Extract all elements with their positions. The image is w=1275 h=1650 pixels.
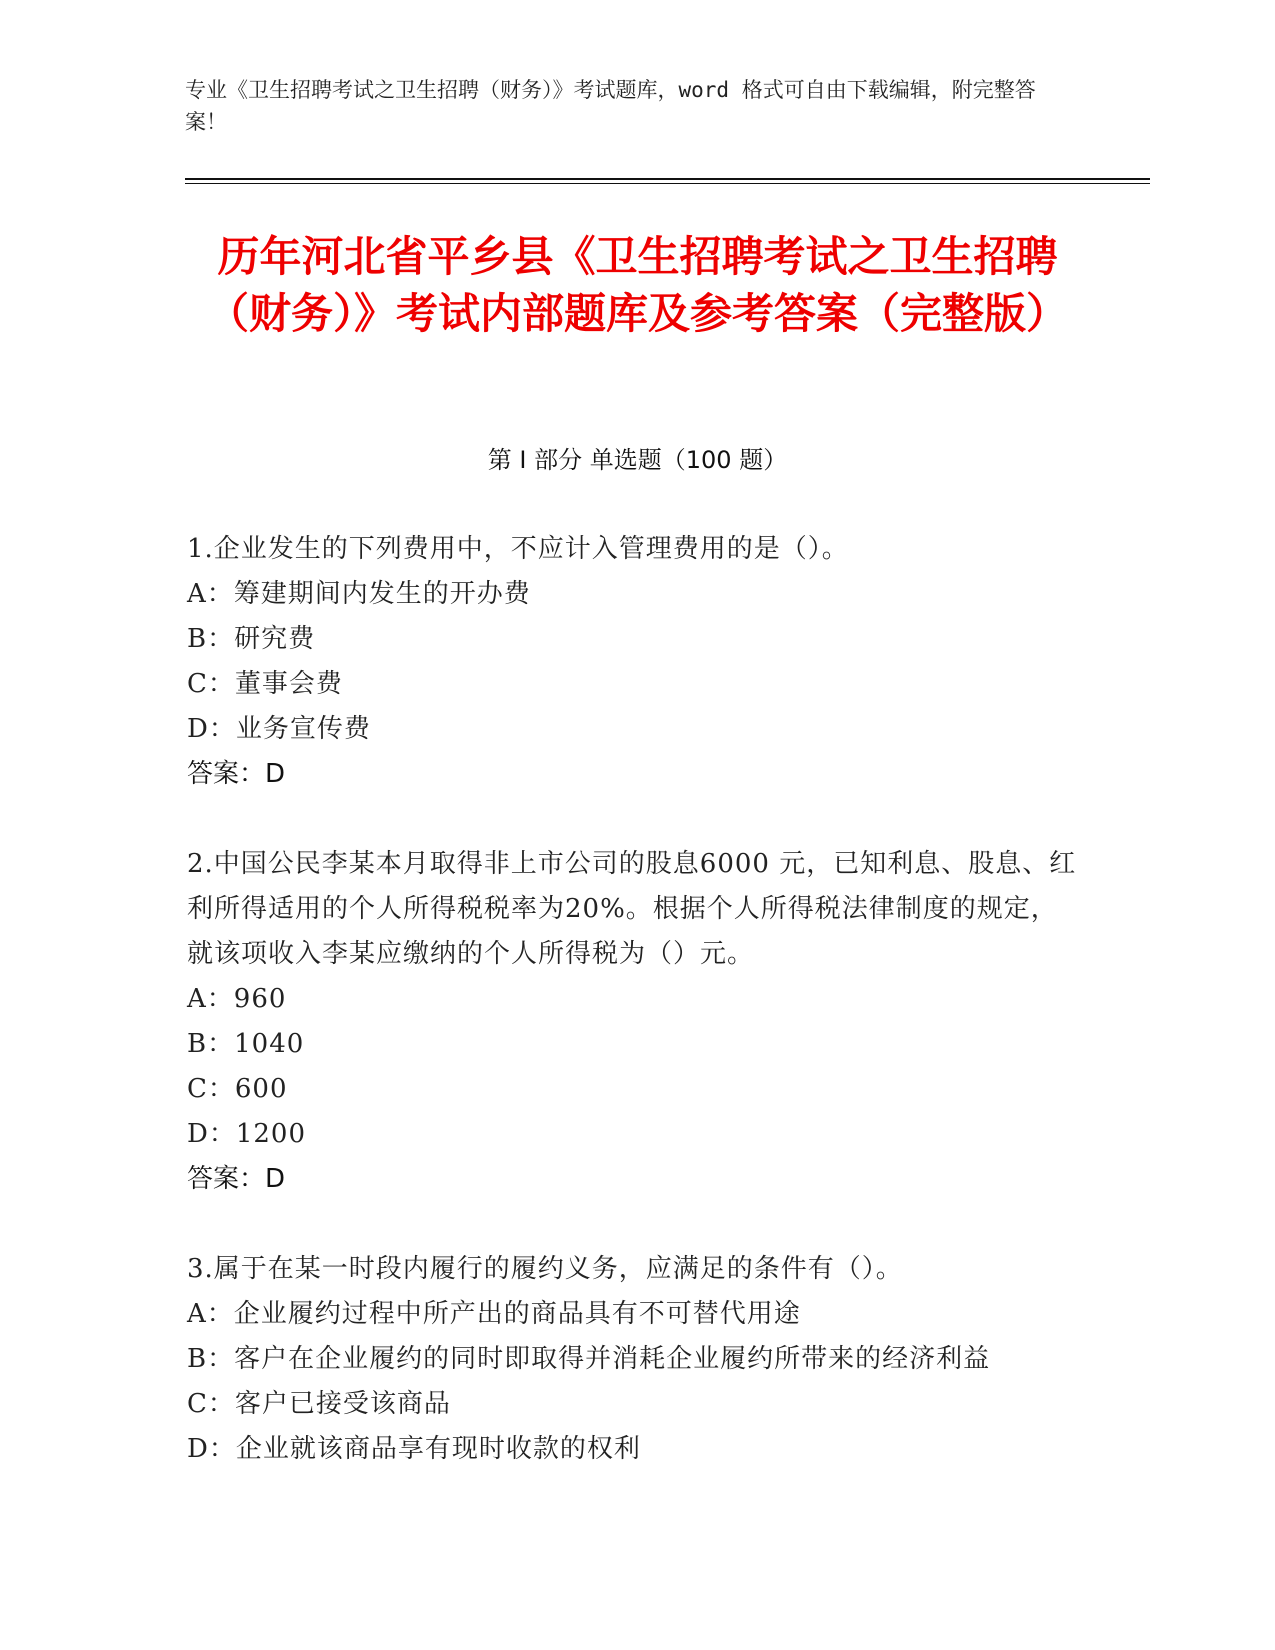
header-note: 专业《卫生招聘考试之卫生招聘（财务）》考试题库，word 格式可自由下载编辑，附完整答案！: [185, 78, 1036, 134]
option-a: A：960: [187, 984, 287, 1014]
option-b: B：研究费: [187, 624, 316, 654]
question-item: [187, 527, 1077, 797]
option-a: A：企业履约过程中所产出的商品具有不可替代用途: [187, 1299, 801, 1329]
option-b: B：客户在企业履约的同时即取得并消耗企业履约所带来的经济利益: [187, 1344, 991, 1374]
option-a: A：筹建期间内发生的开办费: [187, 579, 531, 609]
header-divider-thick: [185, 178, 1150, 180]
answer-key: 答案：D: [187, 759, 286, 789]
option-c: C：600: [187, 1074, 288, 1104]
question-stem: 1.企业发生的下列费用中，不应计入管理费用的是（）。: [187, 534, 849, 564]
option-d: D：业务宣传费: [187, 714, 371, 744]
option-b: B：1040: [187, 1029, 305, 1059]
question-stem: 2.中国公民李某本月取得非上市公司的股息6000 元，已知利息、股息、红利所得适用的个人所得税税率为20%。根据个人所得税法律制度的规定，就该项收入李某应缴纳的个人所得税为（）元。: [187, 849, 1077, 969]
option-c: C：董事会费: [187, 669, 343, 699]
option-d: D：企业就该商品享有现时收款的权利: [187, 1434, 641, 1464]
document-title: 历年河北省平乡县《卫生招聘考试之卫生招聘（财务）》考试内部题库及参考答案（完整版）: [206, 232, 1068, 338]
question-item: [187, 842, 1077, 1202]
question-list: [187, 527, 1077, 1517]
answer-key: 答案：D: [187, 1164, 286, 1194]
option-d: D：1200: [187, 1119, 307, 1149]
option-c: C：客户已接受该商品: [187, 1389, 451, 1419]
section-heading: 第 I 部分 单选题（100 题）: [487, 446, 788, 474]
question-item: [187, 1247, 1077, 1472]
header-divider-thin: [185, 183, 1150, 184]
question-stem: 3.属于在某一时段内履行的履约义务，应满足的条件有（）。: [187, 1254, 903, 1284]
